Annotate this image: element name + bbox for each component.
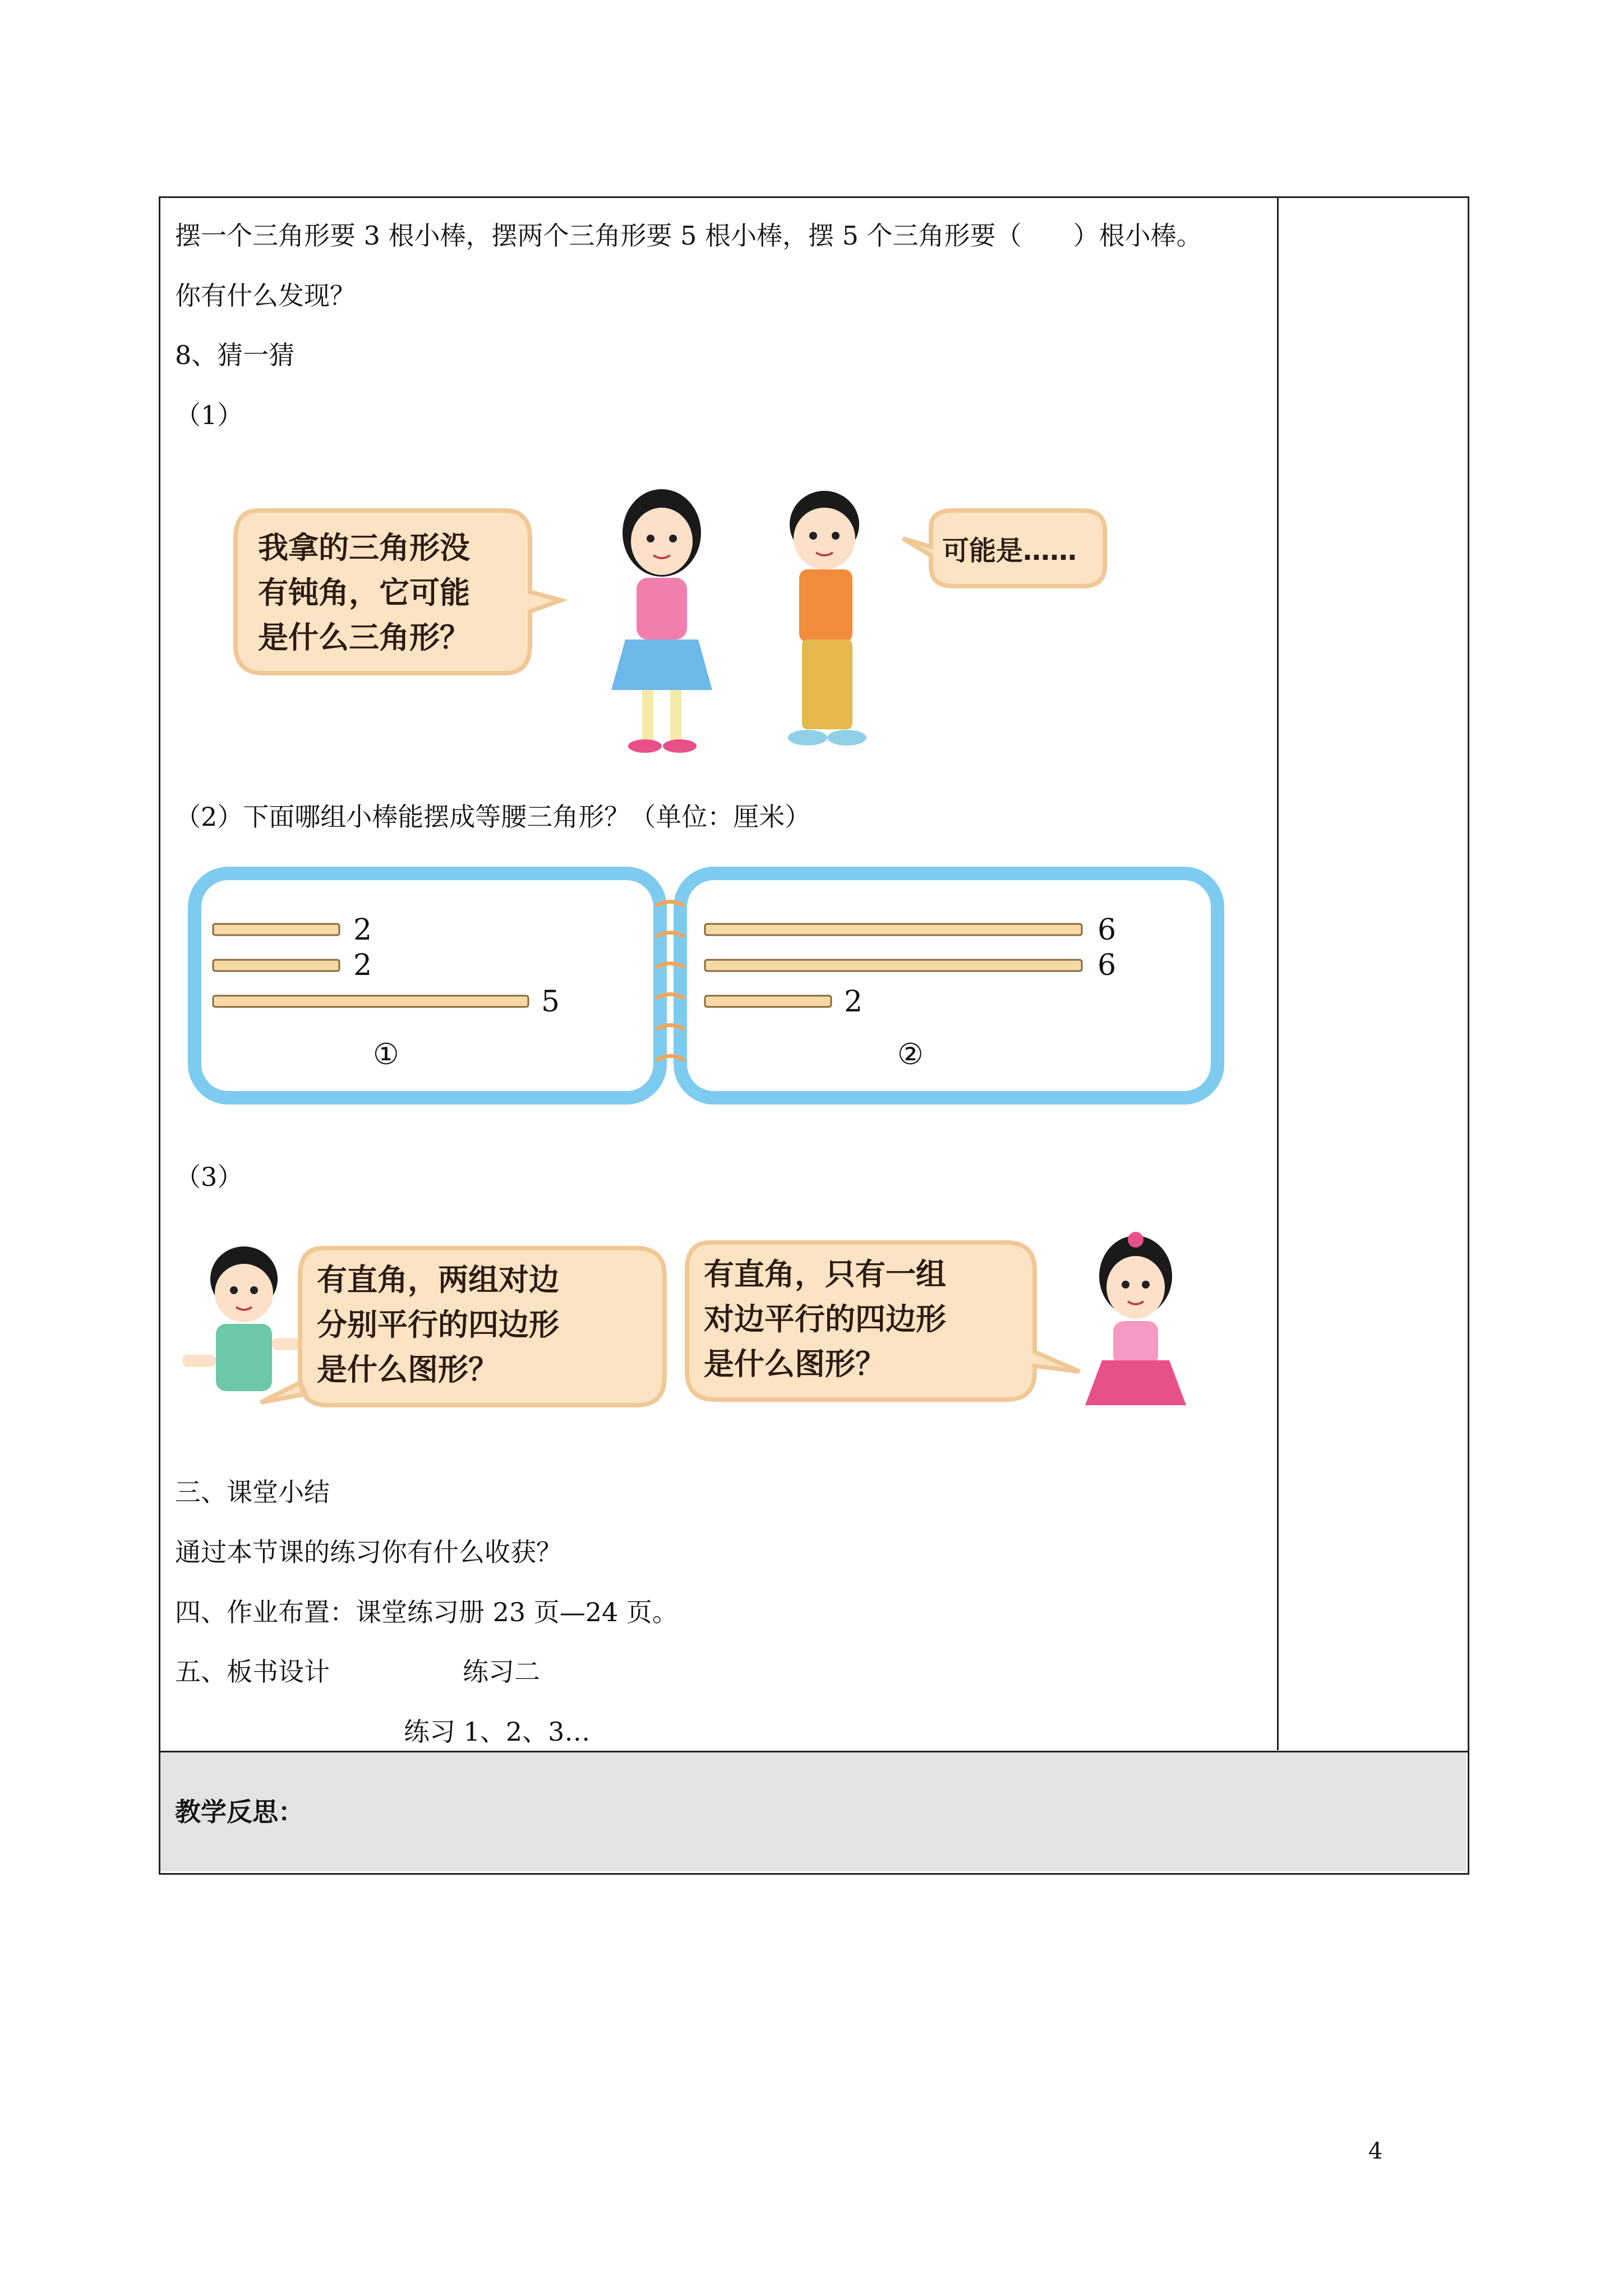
stick-g2-1 xyxy=(705,924,1082,935)
homework-line: 四、作业布置：课堂练习册 23 页—24 页。 xyxy=(175,1597,678,1627)
notebook-page-left xyxy=(195,873,660,1098)
page-number: 4 xyxy=(1368,2138,1383,2164)
boy-bubble-line-2: 分别平行的四边形 xyxy=(317,1307,559,1342)
board-design-heading: 五、板书设计 xyxy=(175,1657,330,1687)
sticks-notebook-illustration xyxy=(188,867,1231,1108)
board-design-title: 练习二 xyxy=(463,1657,540,1687)
girl-bubble-line-2: 对边平行的四边形 xyxy=(704,1301,946,1337)
line-discovery-question: 你有什么发现？ xyxy=(175,280,356,311)
reflection-cell xyxy=(160,1752,1466,1871)
subitem-1-label: （1） xyxy=(175,400,243,430)
girl-bubble-line-1: 有直角，只有一组 xyxy=(704,1257,946,1292)
group2-label: ② xyxy=(897,1038,924,1071)
boy-bubble-line-3: 是什么图形？ xyxy=(317,1352,499,1387)
illustration-guess-triangle xyxy=(224,477,1122,757)
girl-figure-icon xyxy=(1085,1232,1186,1405)
notebook-page-right xyxy=(680,873,1218,1098)
stick-g1-3-length: 5 xyxy=(541,985,560,1019)
group1-label: ① xyxy=(373,1038,399,1071)
boy-bubble-line-1: 有直角，两组对边 xyxy=(317,1262,559,1297)
subitem-3-label: （3） xyxy=(175,1162,243,1192)
board-design-items: 练习 1、2、3… xyxy=(404,1717,591,1747)
section-summary-heading: 三、课堂小结 xyxy=(175,1477,330,1507)
stick-g1-1 xyxy=(213,924,339,935)
stick-g2-1-length: 6 xyxy=(1098,913,1117,947)
stick-g2-3 xyxy=(705,996,831,1007)
girl-figure-icon xyxy=(611,489,712,753)
stick-g1-2 xyxy=(213,960,339,971)
table-row-divider xyxy=(159,1751,1468,1752)
girl-bubble-line-2: 有钝角，它可能 xyxy=(258,575,470,610)
subitem-2-question: （2）下面哪组小棒能摆成等腰三角形？（单位：厘米） xyxy=(175,802,811,832)
stick-g2-2-length: 6 xyxy=(1098,949,1117,982)
girl-bubble-line-3: 是什么图形？ xyxy=(704,1346,886,1382)
boy-figure-icon xyxy=(788,491,866,746)
stick-g1-1-length: 2 xyxy=(353,913,372,947)
stick-g2-2 xyxy=(705,960,1082,971)
summary-question: 通过本节课的练习你有什么收获？ xyxy=(175,1537,562,1567)
illustration-quadrilaterals xyxy=(171,1226,1214,1428)
stick-g2-3-length: 2 xyxy=(844,985,863,1019)
line-sticks-question: 摆一个三角形要 3 根小棒，摆两个三角形要 5 根小棒，摆 5 个三角形要（ ）根小棒。 xyxy=(175,220,1202,251)
girl-bubble-line-1: 我拿的三角形没 xyxy=(258,530,470,565)
section-guess-heading: 8、猜一猜 xyxy=(175,340,295,370)
table-column-divider xyxy=(1277,196,1279,1750)
boy-bubble-text: 可能是…… xyxy=(942,535,1077,567)
reflection-label: 教学反思： xyxy=(175,1797,304,1827)
stick-g1-3 xyxy=(213,996,528,1007)
girl-bubble-line-3: 是什么三角形？ xyxy=(258,620,470,655)
stick-g1-2-length: 2 xyxy=(353,949,372,982)
boy-figure-icon xyxy=(182,1246,303,1391)
